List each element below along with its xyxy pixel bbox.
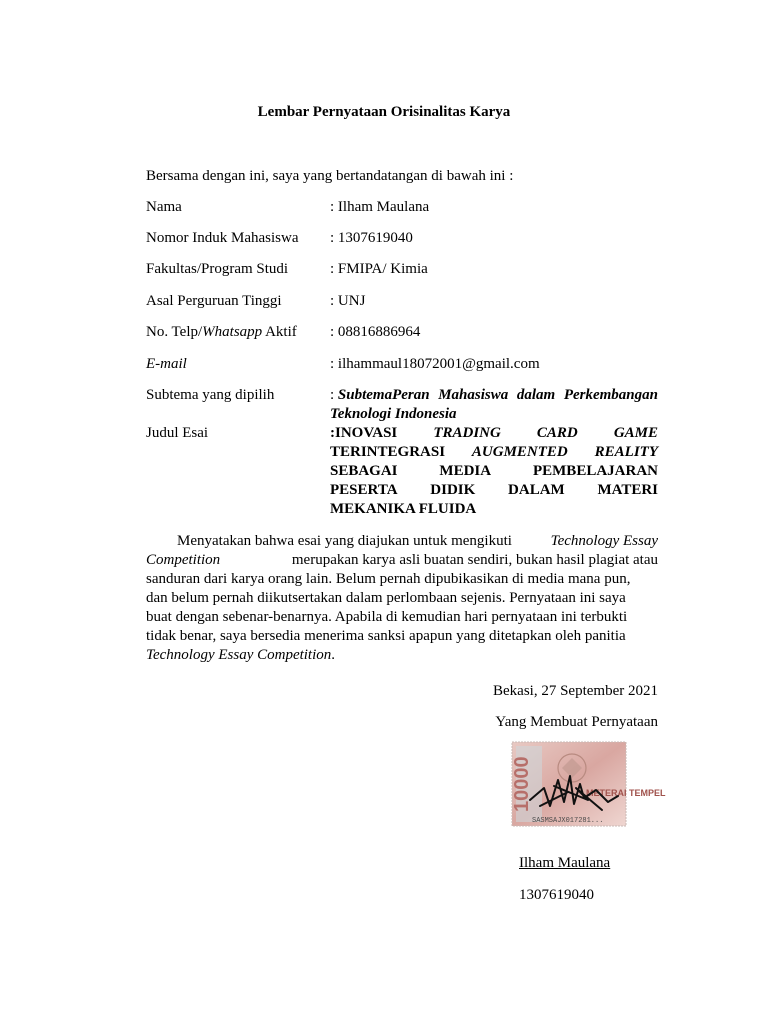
subtema-line-2: Teknologi Indonesia: [330, 406, 457, 422]
judul-word: :INOVASI: [330, 425, 398, 441]
fakultas-label: Fakultas/Program Studi: [146, 261, 289, 277]
statement-line: [146, 532, 658, 551]
judul-word: GAME: [613, 425, 658, 441]
nama-value: : Ilham Maulana: [330, 199, 430, 215]
statement-italic: Technology Essay Competition: [146, 647, 332, 663]
email-label: E-mail: [146, 356, 187, 372]
telp-value: : 08816886964: [330, 324, 421, 340]
nim-label: Nomor Induk Mahasiswa: [146, 230, 299, 246]
stamp-serial: SASMSAJX017281...: [532, 817, 604, 825]
subtema-word: Perkembangan: [563, 387, 658, 403]
signer-name: Ilham Maulana: [519, 855, 611, 871]
statement-text: merupakan karya asli buatan sendiri, bukan hasil plagiat atau: [291, 552, 658, 568]
stamp-value: 10000: [511, 756, 533, 812]
fakultas-value: : FMIPA/ Kimia: [330, 261, 428, 277]
judul-word: REALITY: [594, 444, 658, 460]
statement-line: sanduran dari karya orang lain. Belum pernah dipubikasikan di media mana pun,: [146, 571, 631, 587]
email-value: : ilhammaul18072001@gmail.com: [330, 356, 540, 372]
telp-label-italic: Whatsapp: [202, 324, 263, 340]
judul-word: SEBAGAI: [330, 463, 398, 479]
signer-nim: 1307619040: [519, 887, 594, 903]
statement-line: tidak benar, saya bersedia menerima sanksi apapun yang ditetapkan oleh panitia: [146, 628, 626, 644]
judul-word: PEMBELAJARAN: [532, 463, 658, 479]
subtema-word: SubtemaPeran: [337, 387, 430, 403]
judul-word: AUGMENTED: [471, 444, 568, 460]
judul-word: PESERTA: [330, 482, 398, 498]
judul-word: TERINTEGRASI: [330, 444, 446, 460]
statement-text: Menyatakan bahwa esai yang diajukan untuk mengikuti: [177, 533, 512, 549]
place-date: Bekasi, 27 September 2021: [493, 683, 658, 699]
asal-label: Asal Perguruan Tinggi: [146, 293, 282, 309]
nim-value: : 1307619040: [330, 230, 413, 246]
statement-italic: Competition: [146, 552, 221, 568]
judul-word: CARD: [536, 425, 578, 441]
judul-value: [330, 424, 658, 519]
judul-line-5: MEKANIKA FLUIDA: [330, 501, 477, 517]
judul-word: DALAM: [508, 482, 565, 498]
statement-paragraph: [146, 532, 658, 665]
judul-word: MATERI: [597, 482, 658, 498]
stamp-label: METERAI TEMPEL: [586, 788, 666, 798]
judul-word: TRADING: [433, 425, 501, 441]
asal-value: : UNJ: [330, 293, 366, 309]
subtema-colon: :: [330, 387, 338, 403]
statement-text: .: [331, 647, 336, 663]
statement-line: buat dengan sebenar-benarnya. Apabila di kemudian hari pernyataan ini terbukti: [146, 609, 628, 625]
statement-italic: Technology Essay: [550, 533, 658, 549]
subtema-label: Subtema yang dipilih: [146, 387, 275, 403]
statement-line: [146, 646, 658, 665]
telp-label: [146, 323, 297, 342]
statement-line: [146, 551, 658, 570]
judul-word: MEDIA: [439, 463, 492, 479]
statement-line: dan belum pernah diikutsertakan dalam perlombaan sejenis. Pernyataan ini saya: [146, 590, 626, 606]
document-title: Lembar Pernyataan Orisinalitas Karya: [257, 104, 511, 120]
telp-label-suffix: Aktif: [262, 324, 297, 340]
subtema-value: [330, 386, 658, 424]
subtema-word: Mahasiswa: [438, 387, 509, 403]
intro-text: Bersama dengan ini, saya yang bertandatangan di bawah ini :: [146, 168, 514, 184]
judul-label: Judul Esai: [146, 425, 209, 441]
nama-label: Nama: [146, 199, 182, 215]
stamp-signature-image: [510, 740, 666, 828]
telp-label-prefix: No. Telp/: [146, 324, 203, 340]
signer-heading: Yang Membuat Pernyataan: [495, 714, 658, 730]
judul-word: DIDIK: [430, 482, 476, 498]
subtema-word: dalam: [516, 387, 556, 403]
